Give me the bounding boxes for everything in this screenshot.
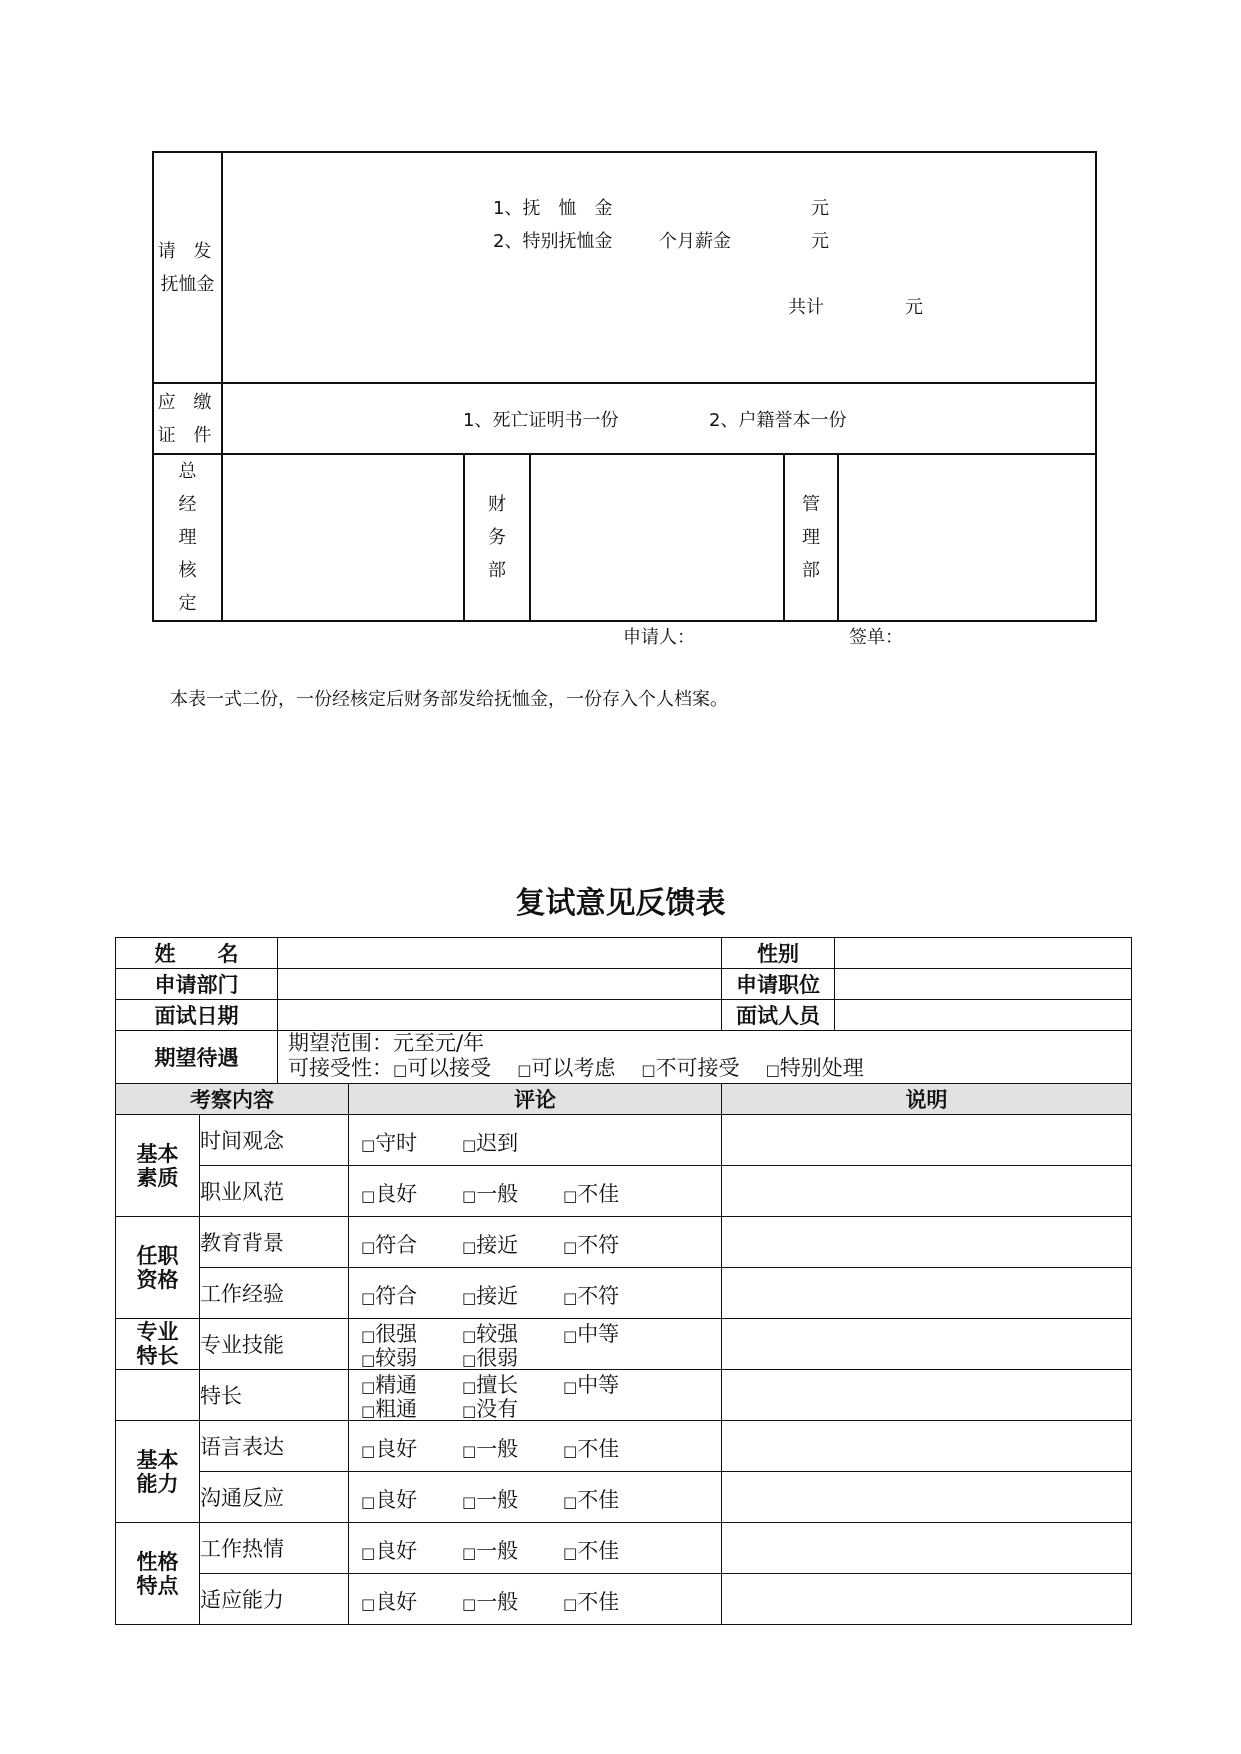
evaluation-option[interactable] <box>462 1127 518 1157</box>
criterion-label: 教育背景 <box>200 1217 349 1268</box>
gm-label-char-2: 经 <box>178 494 197 515</box>
option-label: 一般 <box>476 1590 519 1614</box>
criterion-label: 专业技能 <box>200 1319 349 1370</box>
checkbox-icon: □ <box>462 1595 477 1613</box>
evaluation-option[interactable] <box>462 1586 518 1616</box>
evaluation-row <box>116 1472 1132 1523</box>
acceptability-row <box>288 1056 1131 1083</box>
checkbox-icon: □ <box>765 1061 780 1079</box>
checkbox-icon: □ <box>641 1061 656 1079</box>
category-label-line: 性格 <box>136 1549 179 1574</box>
option-label: 良好 <box>375 1590 418 1614</box>
checkbox-icon: □ <box>462 1327 477 1345</box>
checkbox-icon: □ <box>361 1351 376 1369</box>
option-label: 较弱 <box>375 1346 418 1370</box>
form-note: 本表一式二份，一份经核定后财务部发给抚恤金，一份存入个人档案。 <box>170 689 728 710</box>
option-label: 一般 <box>476 1539 519 1563</box>
criterion-label: 时间观念 <box>200 1115 349 1166</box>
criterion-label: 适应能力 <box>200 1574 349 1625</box>
evaluation-option[interactable] <box>361 1433 417 1463</box>
category-label <box>116 1217 200 1319</box>
evaluation-option[interactable] <box>361 1229 417 1259</box>
pension-label-line1: 请 发 <box>157 240 218 262</box>
sign-label: 签单： <box>849 627 903 648</box>
evaluation-option[interactable] <box>361 1280 417 1310</box>
evaluation-row <box>116 1574 1132 1625</box>
checkbox-icon: □ <box>462 1289 477 1307</box>
evaluation-option[interactable] <box>563 1229 619 1259</box>
acceptability-label: 可接受性： <box>288 1056 393 1080</box>
evaluation-row <box>116 1370 1132 1421</box>
checkbox-icon: □ <box>361 1136 376 1154</box>
pension-item-1-unit: 元 <box>811 198 829 219</box>
gender-label: 性别 <box>722 938 835 969</box>
criterion-label: 特长 <box>200 1370 349 1421</box>
evaluation-option[interactable] <box>462 1178 518 1208</box>
checkbox-icon: □ <box>563 1378 578 1396</box>
date-label: 面试日期 <box>116 1000 278 1031</box>
checkbox-icon: □ <box>361 1327 376 1345</box>
criterion-options <box>349 1166 722 1217</box>
gm-label-char-5: 定 <box>178 593 197 614</box>
documents-cell <box>222 383 1096 454</box>
evaluation-option[interactable] <box>563 1318 619 1348</box>
evaluation-row <box>116 1421 1132 1472</box>
name-label: 姓 名 <box>116 938 278 969</box>
checkbox-icon: □ <box>462 1493 477 1511</box>
evaluation-option[interactable] <box>563 1369 619 1399</box>
option-label: 不佳 <box>577 1539 620 1563</box>
category-label <box>116 1115 200 1217</box>
gm-approval-cell[interactable] <box>222 454 464 621</box>
checkbox-icon: □ <box>462 1402 477 1420</box>
checkbox-icon: □ <box>462 1187 477 1205</box>
checkbox-icon: □ <box>563 1442 578 1460</box>
checkbox-icon: □ <box>563 1238 578 1256</box>
checkbox-icon: □ <box>517 1061 532 1079</box>
checkbox-icon: □ <box>563 1595 578 1613</box>
option-label: 较强 <box>476 1322 519 1346</box>
criterion-options <box>349 1421 722 1472</box>
category-label <box>116 1370 200 1421</box>
option-label: 良好 <box>375 1437 418 1461</box>
evaluation-option[interactable] <box>462 1484 518 1514</box>
page-title: 复试意见反馈表 <box>515 886 726 921</box>
evaluation-option[interactable] <box>462 1433 518 1463</box>
evaluation-option[interactable] <box>361 1535 417 1565</box>
criterion-notes-field[interactable] <box>722 1370 1132 1421</box>
criterion-options <box>349 1319 722 1370</box>
col-header-notes: 说明 <box>722 1084 1132 1115</box>
evaluation-option[interactable] <box>563 1586 619 1616</box>
checkbox-icon: □ <box>462 1351 477 1369</box>
pension-label-cell <box>153 152 222 383</box>
criterion-label: 沟通反应 <box>200 1472 349 1523</box>
criterion-options <box>349 1523 722 1574</box>
gender-field[interactable] <box>835 938 1132 969</box>
option-label: 不佳 <box>577 1437 620 1461</box>
pension-amount-cell <box>222 152 1096 383</box>
document-item-2: 2、户籍誉本一份 <box>709 410 847 431</box>
category-label-line: 特长 <box>136 1344 179 1368</box>
criterion-notes-field[interactable] <box>722 1421 1132 1472</box>
criterion-notes-field[interactable] <box>722 1472 1132 1523</box>
option-label: 良好 <box>375 1488 418 1512</box>
option-label: 不佳 <box>577 1590 620 1614</box>
admin-label-char-2: 理 <box>802 527 820 548</box>
option-label: 擅长 <box>476 1373 519 1397</box>
criterion-notes-field[interactable] <box>722 1166 1132 1217</box>
category-label-line: 素质 <box>136 1165 179 1190</box>
salary-label: 期望待遇 <box>116 1031 278 1084</box>
admin-label-cell <box>784 454 838 621</box>
accept-option[interactable]: □可以考虑 <box>517 1056 616 1080</box>
checkbox-icon: □ <box>563 1187 578 1205</box>
admin-cell[interactable] <box>838 454 1096 621</box>
pension-label-line2: 抚恤金 <box>160 273 215 295</box>
checkbox-icon: □ <box>462 1238 477 1256</box>
evaluation-option[interactable] <box>563 1280 619 1310</box>
pension-item-2-unit: 元 <box>811 231 829 252</box>
evaluation-option[interactable] <box>563 1535 619 1565</box>
category-label-line: 基本 <box>136 1447 179 1472</box>
col-header-content: 考察内容 <box>116 1084 349 1115</box>
evaluation-row <box>116 1319 1132 1370</box>
category-label-line: 任职 <box>136 1243 179 1268</box>
gm-label-char-4: 核 <box>178 560 197 581</box>
interview-feedback-table <box>115 937 1132 1625</box>
evaluation-option[interactable] <box>563 1433 619 1463</box>
evaluation-option[interactable] <box>462 1342 518 1372</box>
checkbox-icon: □ <box>361 1493 376 1511</box>
interviewer-label: 面试人员 <box>722 1000 835 1031</box>
checkbox-icon: □ <box>462 1544 477 1562</box>
checkbox-icon: □ <box>361 1544 376 1562</box>
accept-option[interactable]: □特别处理 <box>765 1056 864 1080</box>
checkbox-icon: □ <box>361 1402 376 1420</box>
checkbox-icon: □ <box>563 1327 578 1345</box>
checkbox-icon: □ <box>361 1442 376 1460</box>
evaluation-option[interactable] <box>361 1484 417 1514</box>
checkbox-icon: □ <box>361 1238 376 1256</box>
option-label: 一般 <box>476 1182 519 1206</box>
gm-approval-label-cell <box>153 454 222 621</box>
finance-label-char-1: 财 <box>488 494 506 515</box>
criterion-notes-field[interactable] <box>722 1217 1132 1268</box>
evaluation-option[interactable] <box>361 1178 417 1208</box>
admin-label-char-3: 部 <box>802 560 820 581</box>
checkbox-icon: □ <box>563 1289 578 1307</box>
checkbox-icon: □ <box>361 1289 376 1307</box>
category-label-line: 特点 <box>136 1573 179 1598</box>
category-label-line: 能力 <box>136 1471 179 1496</box>
accept-option[interactable]: □可以接受 <box>393 1056 492 1080</box>
option-label: 迟到 <box>476 1131 519 1155</box>
category-label-line: 专业 <box>136 1320 179 1344</box>
category-label <box>116 1523 200 1625</box>
checkbox-icon: □ <box>563 1544 578 1562</box>
criterion-label: 语言表达 <box>200 1421 349 1472</box>
option-label: 很强 <box>375 1322 418 1346</box>
criterion-notes-field[interactable] <box>722 1268 1132 1319</box>
position-label: 申请职位 <box>722 969 835 1000</box>
pension-total-label: 共计 <box>788 297 824 318</box>
option-label: 中等 <box>577 1373 620 1397</box>
category-label <box>116 1319 200 1370</box>
checkbox-icon: □ <box>563 1493 578 1511</box>
criterion-options <box>349 1574 722 1625</box>
criterion-label: 工作热情 <box>200 1523 349 1574</box>
evaluation-option[interactable] <box>462 1535 518 1565</box>
option-label: 守时 <box>375 1131 418 1155</box>
evaluation-row <box>116 1217 1132 1268</box>
evaluation-option[interactable] <box>361 1393 417 1423</box>
col-header-comment: 评论 <box>349 1084 722 1115</box>
option-label: 不符 <box>577 1233 620 1257</box>
evaluation-row <box>116 1268 1132 1319</box>
accept-option[interactable]: □不可接受 <box>641 1056 740 1080</box>
document-item-1: 1、死亡证明书一份 <box>463 410 619 431</box>
evaluation-option[interactable] <box>563 1178 619 1208</box>
criterion-options <box>349 1370 722 1421</box>
evaluation-option[interactable] <box>563 1484 619 1514</box>
name-field[interactable] <box>278 938 722 969</box>
dept-field[interactable] <box>278 969 722 1000</box>
checkbox-icon: □ <box>462 1378 477 1396</box>
pension-item-2-months: 个月薪金 <box>659 231 731 252</box>
criterion-notes-field[interactable] <box>722 1523 1132 1574</box>
documents-label-line1: 应 缴 <box>157 391 218 413</box>
evaluation-option[interactable] <box>361 1127 417 1157</box>
option-label: 符合 <box>375 1233 418 1257</box>
checkbox-icon: □ <box>361 1378 376 1396</box>
evaluation-option[interactable] <box>361 1342 417 1372</box>
checkbox-icon: □ <box>462 1136 477 1154</box>
option-label: 不佳 <box>577 1488 620 1512</box>
gm-label-char-3: 理 <box>178 527 197 548</box>
criterion-label: 职业风范 <box>200 1166 349 1217</box>
evaluation-row <box>116 1115 1132 1166</box>
date-field[interactable] <box>278 1000 722 1031</box>
salary-range: 期望范围：元至元/年 <box>288 1031 485 1055</box>
checkbox-icon: □ <box>393 1061 408 1079</box>
evaluation-body <box>116 1115 1132 1625</box>
pension-total-unit: 元 <box>905 297 923 318</box>
finance-label-char-2: 务 <box>488 527 506 548</box>
salary-cell <box>278 1031 1132 1084</box>
applicant-label: 申请人： <box>623 627 695 648</box>
evaluation-option[interactable] <box>462 1280 518 1310</box>
option-label: 接近 <box>476 1284 519 1308</box>
criterion-options <box>349 1217 722 1268</box>
option-label: 中等 <box>577 1322 620 1346</box>
checkbox-icon: □ <box>462 1442 477 1460</box>
criterion-options <box>349 1115 722 1166</box>
option-label: 不佳 <box>577 1182 620 1206</box>
checkbox-icon: □ <box>361 1187 376 1205</box>
option-label: 一般 <box>476 1488 519 1512</box>
evaluation-option[interactable] <box>462 1393 518 1423</box>
admin-label-char-1: 管 <box>802 494 820 515</box>
finance-label-char-3: 部 <box>488 560 506 581</box>
finance-label-cell <box>464 454 530 621</box>
criterion-options <box>349 1268 722 1319</box>
dept-label: 申请部门 <box>116 969 278 1000</box>
criterion-notes-field[interactable] <box>722 1574 1132 1625</box>
option-label: 一般 <box>476 1437 519 1461</box>
option-label: 不符 <box>577 1284 620 1308</box>
evaluation-row <box>116 1523 1132 1574</box>
pension-item-1: 1、抚 恤 金 <box>493 198 613 219</box>
pension-item-2: 2、特别抚恤金 <box>493 231 613 252</box>
option-label: 粗通 <box>375 1397 418 1421</box>
category-label-line: 基本 <box>136 1141 179 1166</box>
criterion-notes-field[interactable] <box>722 1115 1132 1166</box>
evaluation-row <box>116 1166 1132 1217</box>
option-label: 没有 <box>476 1397 519 1421</box>
option-label: 很弱 <box>476 1346 519 1370</box>
documents-label-line2: 证 件 <box>157 424 218 446</box>
category-label-line: 资格 <box>136 1267 179 1292</box>
gm-label-char-1: 总 <box>178 461 197 482</box>
criterion-options <box>349 1472 722 1523</box>
option-label: 接近 <box>476 1233 519 1257</box>
criterion-label: 工作经验 <box>200 1268 349 1319</box>
category-label <box>116 1421 200 1523</box>
documents-label-cell <box>153 383 222 454</box>
option-label: 良好 <box>375 1182 418 1206</box>
pension-request-table <box>152 151 1097 622</box>
finance-cell[interactable] <box>530 454 784 621</box>
option-label: 良好 <box>375 1539 418 1563</box>
position-field[interactable] <box>835 969 1132 1000</box>
interviewer-field[interactable] <box>835 1000 1132 1031</box>
checkbox-icon: □ <box>361 1595 376 1613</box>
evaluation-option[interactable] <box>361 1586 417 1616</box>
evaluation-option[interactable] <box>462 1229 518 1259</box>
criterion-notes-field[interactable] <box>722 1319 1132 1370</box>
option-label: 精通 <box>375 1373 418 1397</box>
option-label: 符合 <box>375 1284 418 1308</box>
